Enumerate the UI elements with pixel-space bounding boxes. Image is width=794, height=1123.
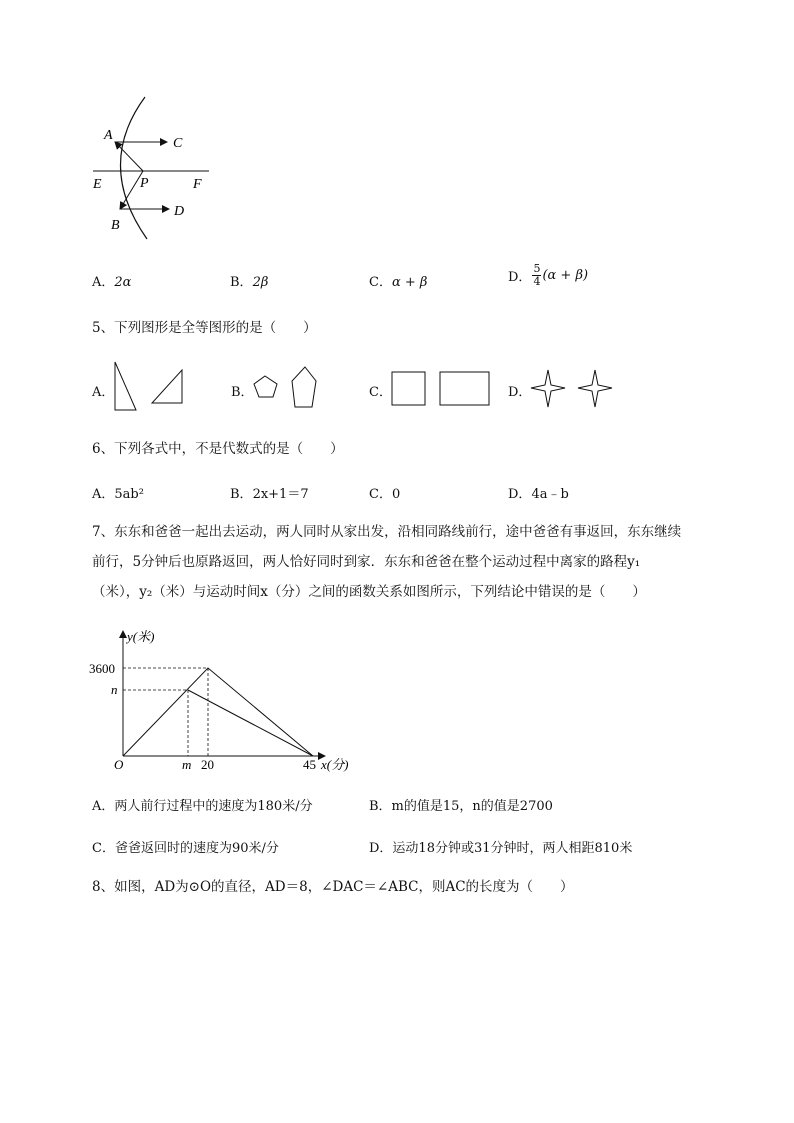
fraction: [532, 263, 541, 288]
option-text: 2β: [252, 275, 269, 290]
q6-option-a: [92, 483, 144, 502]
option-letter: A．: [92, 275, 115, 290]
right-triangle: [152, 370, 182, 403]
square: [392, 372, 425, 405]
q7-graph: [85, 625, 365, 775]
option-text: 5ab²: [114, 487, 144, 502]
q7-option-b: B．m的值是15，n的值是2700: [369, 799, 553, 814]
four-point-star-left: [531, 370, 565, 407]
option-letter: C．: [369, 487, 392, 502]
tick-label-45: 45: [303, 757, 316, 772]
label-E: E: [93, 177, 102, 192]
option-letter: B．: [230, 487, 253, 502]
large-pentagon: [292, 367, 316, 407]
q4-option-a: [92, 271, 131, 290]
q5-option-d-letter: D．: [508, 385, 532, 400]
label-D: D: [174, 204, 185, 219]
label-A: A: [104, 128, 113, 143]
y-axis-label: y(米): [127, 629, 155, 644]
q4-option-d: [508, 263, 588, 288]
fraction-denominator: 4: [533, 275, 541, 288]
tall-right-triangle: [115, 362, 136, 410]
label-P: P: [140, 176, 149, 191]
option-text: (α + β): [542, 268, 589, 283]
q5-option-c-figure: [390, 370, 494, 408]
q8-stem: 8、如图，AD为⊙O的直径，AD＝8，∠DAC＝∠ABC，则AC的长度为（ ）: [92, 879, 574, 895]
q7-option-d: D．运动18分钟或31分钟时，两人相距810米: [369, 841, 633, 856]
tick-label-n: n: [111, 682, 118, 697]
mirror-arc: [120, 97, 147, 239]
origin-label: O: [114, 757, 124, 772]
q7-stem-line1: 7、东东和爸爸一起出去运动，两人同时从家出发，沿相同路线前行，途中爸爸有事返回，东东继续: [92, 524, 682, 540]
q5-stem: 5、下列图形是全等图形的是（ ）: [92, 320, 317, 336]
q5-option-a-letter: A．: [92, 385, 115, 400]
q6-option-d: [508, 483, 569, 502]
q7-stem-line2: 前行，5分钟后也原路返回，两人恰好同时到家．东东和爸爸在整个运动过程中离家的路程y₁: [92, 554, 641, 570]
option-text: 2x+1＝7: [252, 487, 309, 502]
label-C: C: [173, 136, 183, 151]
option-letter: D．: [508, 270, 532, 285]
q4-figure: [85, 95, 220, 245]
q7-option-c: C．爸爸返回时的速度为90米/分: [92, 841, 279, 856]
line-y2: [188, 690, 313, 756]
q4-option-b: [230, 271, 268, 290]
q7-option-a: A．两人前行过程中的速度为180米/分: [92, 799, 313, 814]
option-text: α + β: [391, 275, 428, 290]
option-letter: B．: [230, 275, 253, 290]
q5-option-d-figure: [528, 368, 616, 410]
q5-option-b-letter: B．: [231, 385, 254, 400]
option-letter: C．: [369, 275, 392, 290]
option-text: 0: [391, 487, 401, 502]
label-B: B: [111, 218, 120, 233]
tick-label-20: 20: [201, 757, 214, 772]
ray-PA: [115, 142, 143, 171]
four-point-star-right: [578, 370, 612, 407]
option-text: 2α: [114, 275, 132, 290]
label-F: F: [193, 177, 202, 192]
option-letter: A．: [92, 487, 115, 502]
q5-option-c-letter: C．: [369, 385, 392, 400]
fraction-numerator: 5: [533, 262, 541, 275]
tick-label-3600: 3600: [89, 661, 115, 676]
tick-label-m: m: [182, 757, 192, 772]
q5-option-a-figure: [112, 360, 192, 412]
line-y1: [123, 668, 313, 756]
option-text: 4a﹣b: [531, 487, 569, 502]
option-letter: D．: [508, 487, 532, 502]
x-axis-label: x(分): [321, 757, 349, 772]
q7-stem-line3: （米），y₂（米）与运动时间x（分）之间的函数关系如图所示，下列结论中错误的是（ ）: [92, 584, 646, 600]
q4-option-c: [369, 271, 427, 290]
q5-option-b-figure: [250, 364, 325, 412]
small-pentagon: [254, 376, 277, 397]
q6-option-b: [230, 483, 309, 502]
q6-option-c: [369, 483, 400, 502]
q6-stem: 6、下列各式中，不是代数式的是（ ）: [92, 441, 344, 457]
rectangle: [440, 372, 489, 405]
